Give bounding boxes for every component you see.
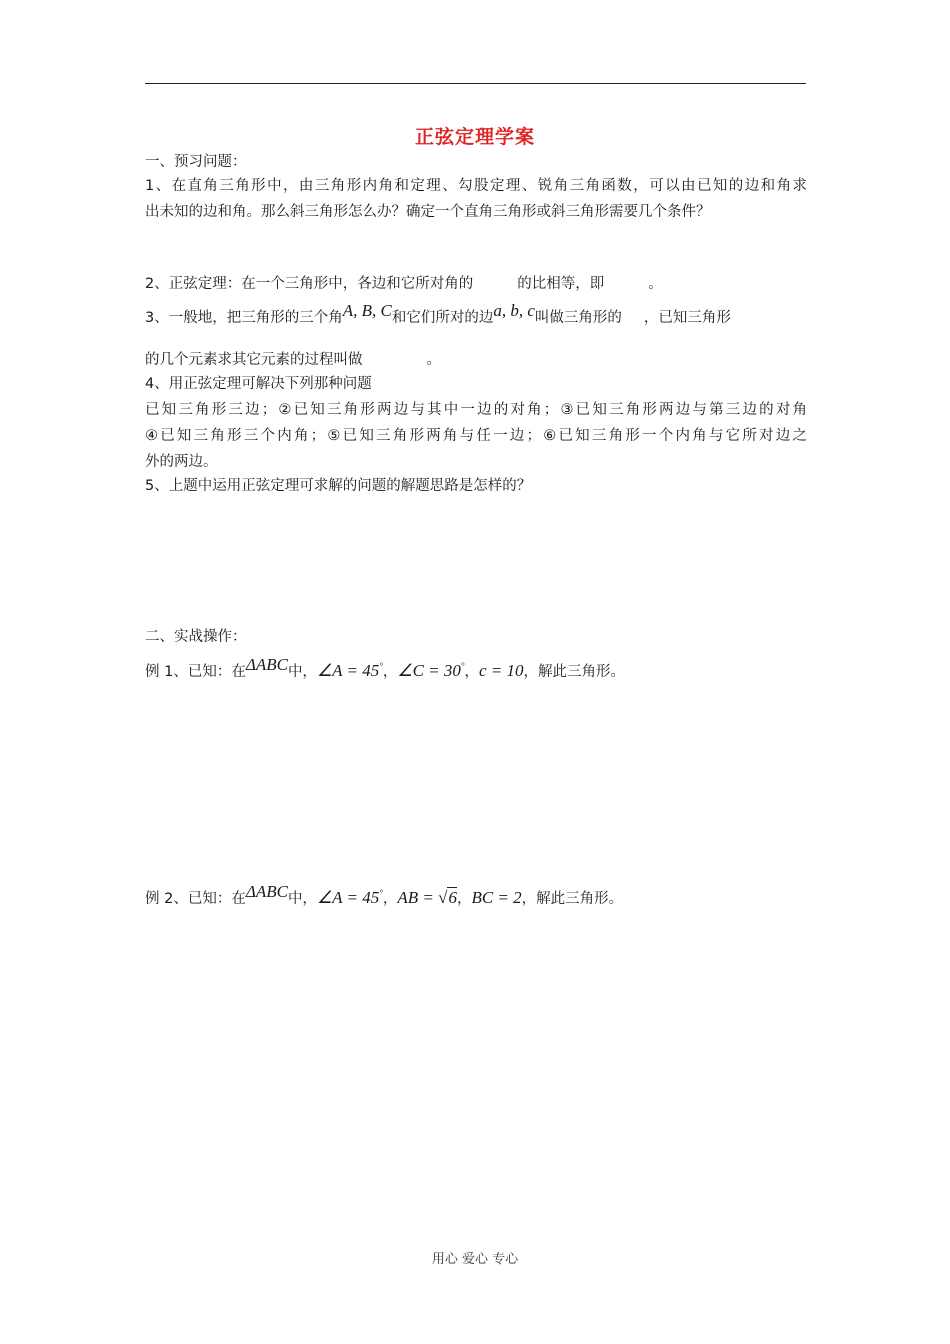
sqrt-icon: √ (438, 888, 448, 907)
question-4-line-1: 已知三角形三边；②已知三角形两边与其中一边的对角；③已知三角形两边与第三边的对角 (145, 402, 807, 418)
example-2-angle-a: ∠A = 45° (316, 888, 383, 907)
question-2 (145, 273, 807, 295)
question-3-text-c: 叫做三角形的 (534, 310, 622, 326)
question-5: 5、上题中运用正弦定理可求解的问题的解题思路是怎样的？ (145, 478, 532, 494)
question-4-heading: 4、用正弦定理可解决下列那种问题 (145, 376, 372, 392)
question-4-line-3: 外的两边。 (145, 454, 218, 470)
question-4-line-2: ④已知三角形三个内角；⑤已知三角形两角与任一边；⑥已知三角形一个内角与它所对边之 (145, 428, 807, 444)
example-1: 例 1、已知：在ΔABC中，∠A = 45°，∠C = 30°，c = 10，解此三角形。 (145, 655, 626, 680)
sides-abc: a, b, c (493, 301, 535, 320)
question-3-text-a: 3、一般地，把三角形的三个角 (145, 310, 343, 326)
example-1-prefix: 例 1、已知：在 (145, 664, 246, 680)
example-2-side-ab: AB = √6 (397, 888, 457, 907)
question-1-line-2: 出未知的边和角。那么斜三角形怎么办？确定一个直角三角形或斜三角形需要几个条件？ (145, 204, 711, 220)
example-1-angle-a: ∠A = 45° (316, 661, 383, 680)
example-1-side-c: c = 10 (479, 661, 524, 680)
section-2-heading: 二、实战操作： (145, 629, 247, 645)
question-2-text-a: 2、正弦定理：在一个三角形中，各边和它所对角的 (145, 276, 474, 292)
question-2-text-c: 。 (648, 276, 663, 292)
example-2-mid: 中， (287, 891, 317, 907)
question-3-line-2-text-b: 。 (426, 352, 441, 368)
question-3-line-2 (145, 349, 807, 371)
question-3-line-2-text-a: 的几个元素求其它元素的过程叫做 (145, 352, 363, 368)
example-2-suffix: ，解此三角形。 (521, 891, 624, 907)
question-2-text-b: 的比相等，即 (517, 276, 605, 292)
example-1-angle-c: ∠C = 30° (397, 661, 465, 680)
question-3-text-d: ，已知三角形 (643, 310, 731, 326)
question-1-line-1: 1、在直角三角形中，由三角形内角和定理、勾股定理、锐角三角函数，可以由已知的边和角求 (145, 178, 807, 194)
page-footer: 用心 爱心 专心 (431, 1252, 519, 1267)
example-2: 例 2、已知：在ΔABC中，∠A = 45°，AB = √6，BC = 2，解此三角形。 (145, 882, 624, 907)
header-rule (145, 83, 806, 84)
example-1-triangle: ΔABC (245, 655, 288, 674)
question-3-text-b: 和它们所对的边 (391, 310, 494, 326)
example-2-triangle: ΔABC (245, 882, 288, 901)
example-2-prefix: 例 2、已知：在 (145, 891, 246, 907)
question-3-line-1 (145, 301, 807, 329)
section-1-heading: 一、预习问题： (145, 154, 247, 170)
example-2-side-bc: BC = 2 (471, 888, 522, 907)
page-title: 正弦定理学案 (414, 126, 535, 148)
angles-abc: A, B, C (342, 301, 392, 320)
example-1-mid: 中， (287, 664, 317, 680)
example-1-suffix: ，解此三角形。 (523, 664, 626, 680)
